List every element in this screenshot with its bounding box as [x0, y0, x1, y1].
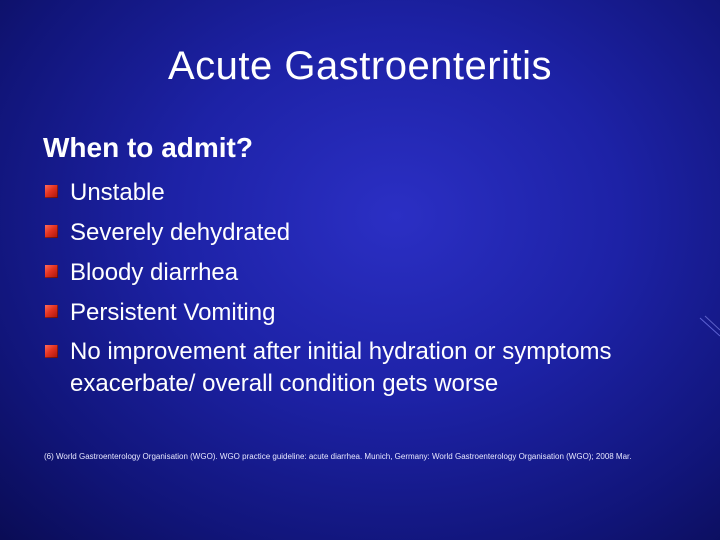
- bullet-text: No improvement after initial hydration or symptoms exacerbate/ overall condition gets worse: [70, 338, 612, 397]
- bullet-square-icon: [45, 265, 58, 278]
- bullet-item: [45, 216, 655, 249]
- reference-citation: (6) World Gastroenterology Organisation (WGO). WGO practice guideline: acute diarrhea. Munich, Germany: World Gastroenterology Organisation (WGO); 2008 Mar.: [44, 452, 632, 461]
- bullet-text: Persistent Vomiting: [70, 299, 276, 326]
- bullet-text: Unstable: [70, 179, 165, 206]
- bullet-text: Severely dehydrated: [70, 219, 291, 246]
- bullet-text: Bloody diarrhea: [70, 259, 239, 286]
- bullet-square-icon: [45, 345, 58, 358]
- bullet-square-icon: [45, 305, 58, 318]
- bullet-square-icon: [45, 185, 58, 198]
- bullet-item: [45, 176, 655, 209]
- bullet-item: [45, 296, 655, 329]
- bullet-square-icon: [45, 225, 58, 238]
- slide-title: Acute Gastroenteritis: [168, 44, 552, 88]
- bullet-item: [45, 336, 655, 400]
- slide-subtitle: When to admit?: [43, 132, 253, 163]
- bullet-item: [45, 256, 655, 289]
- bullet-list: [45, 176, 655, 407]
